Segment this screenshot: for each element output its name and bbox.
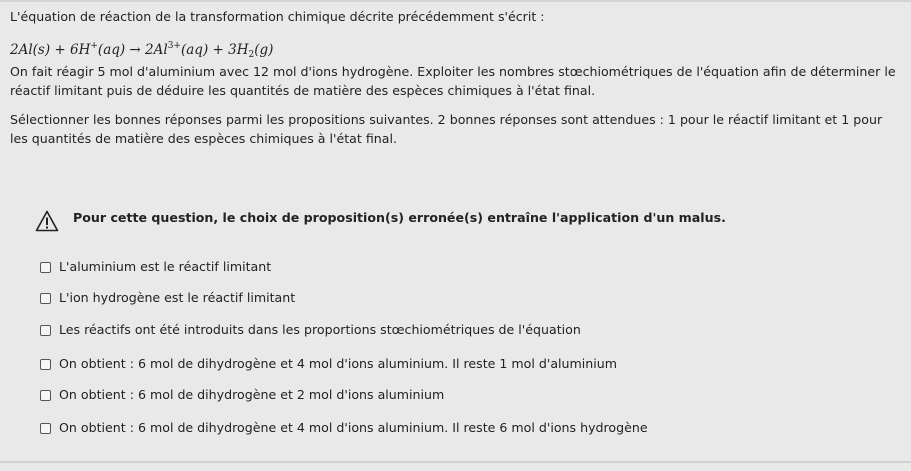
warning-triangle-icon xyxy=(35,210,59,232)
equation-part-4: (g) xyxy=(254,42,274,58)
malus-warning xyxy=(35,210,895,232)
option-4[interactable] xyxy=(40,355,617,373)
option-5[interactable] xyxy=(40,386,444,404)
equation-part-2: (aq) → 2Al xyxy=(97,42,168,58)
top-divider xyxy=(0,0,911,2)
checkbox-option-6[interactable] xyxy=(40,423,51,434)
checkbox-option-2[interactable] xyxy=(40,293,51,304)
option-1-label: L'aluminium est le réactif limitant xyxy=(59,259,272,274)
equation-charge-al: 3+ xyxy=(167,41,181,51)
checkbox-option-4[interactable] xyxy=(40,359,51,370)
option-4-label: On obtient : 6 mol de dihydrogène et 4 mol d'ions aluminium. Il reste 1 mol d'aluminium xyxy=(59,356,618,371)
question-card xyxy=(10,8,905,148)
option-3-label: Les réactifs ont été introduits dans les proportions stœchiométriques de l'équation xyxy=(59,322,581,337)
question-paragraph-2: Sélectionner les bonnes réponses parmi les propositions suivantes. 2 bonnes réponses sont attendues : 1 pour le réactif limitant et 1 pour les quantités de matière des espèces chimiques à l'état final. xyxy=(10,112,883,146)
equation-subscript-h2: 2 xyxy=(248,50,255,60)
bottom-divider xyxy=(0,461,911,463)
checkbox-option-1[interactable] xyxy=(40,262,51,273)
equation-part-3: (aq) + 3H xyxy=(180,42,249,58)
question-intro: L'équation de réaction de la transformation chimique décrite précédemment s'écrit : xyxy=(10,9,545,24)
option-3[interactable] xyxy=(40,321,581,339)
chemical-equation xyxy=(10,36,905,60)
equation-part-1: 2Al(s) + 6H xyxy=(10,42,91,58)
equation-charge-h: + xyxy=(90,41,98,51)
question-paragraph-1: On fait réagir 5 mol d'aluminium avec 12 mol d'ions hydrogène. Exploiter les nombres stœchiométriques de l'équation afin de déterminer le réactif limitant puis de déduire les quantités de matière des espèces chimiques à l'état final. xyxy=(10,64,896,98)
option-5-label: On obtient : 6 mol de dihydrogène et 2 mol d'ions aluminium xyxy=(59,387,445,402)
checkbox-option-5[interactable] xyxy=(40,390,51,401)
option-2-label: L'ion hydrogène est le réactif limitant xyxy=(59,290,296,305)
option-2[interactable] xyxy=(40,289,295,307)
option-6[interactable] xyxy=(40,419,648,437)
checkbox-option-3[interactable] xyxy=(40,325,51,336)
warning-text: Pour cette question, le choix de proposition(s) erronée(s) entraîne l'application d'un malus. xyxy=(73,210,726,225)
option-6-label: On obtient : 6 mol de dihydrogène et 4 mol d'ions aluminium. Il reste 6 mol d'ions hydrogène xyxy=(59,420,648,435)
option-1[interactable] xyxy=(40,258,271,276)
